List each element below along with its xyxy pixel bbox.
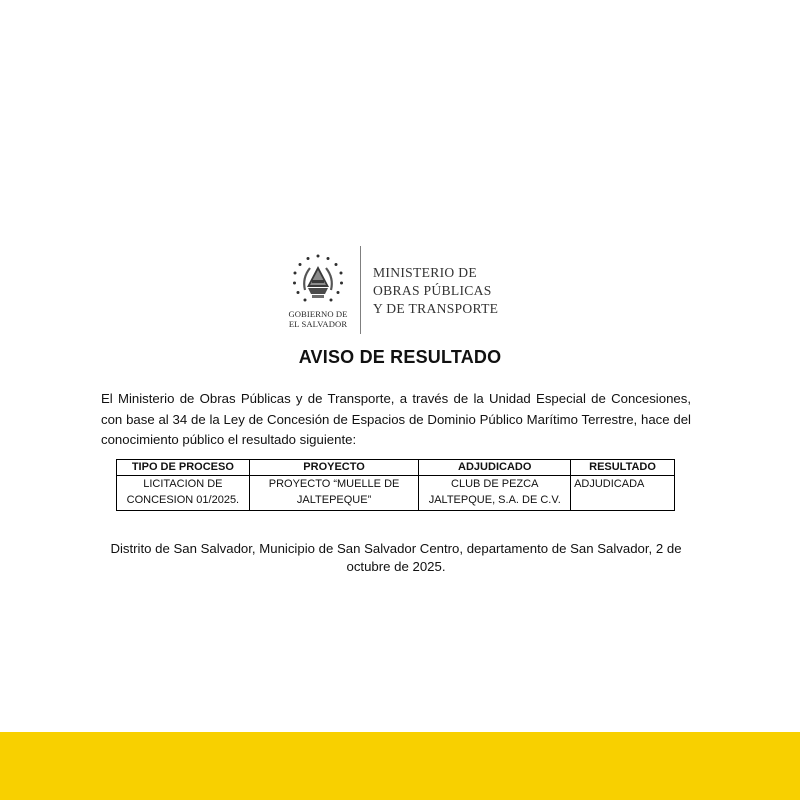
government-name [282,310,354,329]
footer-color-band [0,732,800,800]
header-resultado: RESULTADO [571,460,675,476]
coat-of-arms-icon [288,250,348,310]
ministry-name [373,264,498,318]
document-title: AVISO DE RESULTADO [298,347,502,367]
intro-paragraph: El Ministerio de Obras Públicas y de Transporte, a través de la Unidad Especial de Concesiones, con base al 34 de la Ley de Concesión de Espacios de Dominio Público Marítimo Terrestre, hace del conocimiento público el resultado siguiente: [101,391,691,447]
table-row [117,476,675,511]
government-line-1: GOBIERNO DE [288,309,348,319]
cell-resultado: ADJUDICADA [571,476,675,511]
ministry-line-1: MINISTERIO DE [373,265,477,280]
logo-divider [360,246,361,334]
header-proyecto: PROYECTO [249,460,419,476]
results-table [116,459,675,511]
cell-tipo-de-proceso: LICITACION DE CONCESION 01/2025. [117,476,250,511]
closing-location-date: Distrito de San Salvador, Municipio de San Salvador Centro, departamento de San Salvador, 2 de octubre de 2025. [110,541,682,574]
ministry-logo [282,244,522,336]
ministry-line-3: Y DE TRANSPORTE [373,301,499,316]
cell-proyecto: PROYECTO “MUELLE DE JALTEPEQUE” [249,476,419,511]
header-adjudicado: ADJUDICADO [419,460,571,476]
cell-adjudicado: CLUB DE PEZCA JALTEPQUE, S.A. DE C.V. [419,476,571,511]
table-header-row [117,460,675,476]
header-tipo-de-proceso: TIPO DE PROCESO [117,460,250,476]
ministry-line-2: OBRAS PÚBLICAS [373,283,492,298]
government-line-2: EL SALVADOR [288,318,348,329]
